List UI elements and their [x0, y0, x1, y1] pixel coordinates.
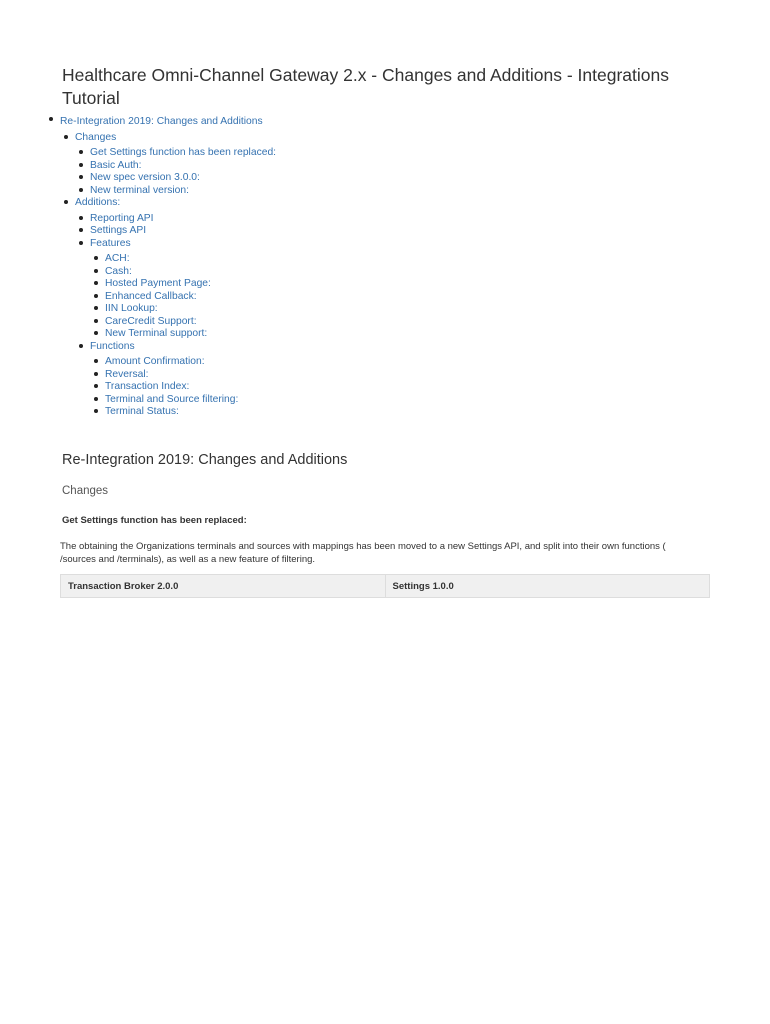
- toc-item: [90, 160, 276, 173]
- toc-link-reversal[interactable]: Reversal:: [105, 368, 149, 380]
- body-line-2: /sources and /terminals), as well as a new feature of filtering.: [60, 554, 316, 565]
- version-table: [60, 574, 710, 598]
- body-paragraph: [60, 540, 720, 566]
- toc-item: [105, 253, 276, 266]
- toc-link-cash[interactable]: Cash:: [105, 265, 132, 277]
- toc-level-4: [90, 356, 276, 419]
- toc-link-functions[interactable]: Functions: [90, 340, 135, 352]
- toc-item: [105, 303, 276, 316]
- toc-item: [105, 266, 276, 279]
- toc-item: [90, 147, 276, 160]
- toc-item: [60, 114, 276, 419]
- toc-link-carecredit-support[interactable]: CareCredit Support:: [105, 315, 197, 327]
- toc-link-amount-confirmation[interactable]: Amount Confirmation:: [105, 356, 205, 367]
- subsection-heading: Changes: [62, 485, 109, 497]
- toc-item: [75, 132, 276, 198]
- toc-link-enhanced-callback[interactable]: Enhanced Callback:: [105, 290, 197, 302]
- toc-link-get-settings[interactable]: Get Settings function has been replaced:: [90, 147, 277, 158]
- toc-item: [105, 278, 276, 291]
- toc-link-hosted-payment-page[interactable]: Hosted Payment Page:: [105, 278, 211, 289]
- toc-link-reintegration[interactable]: Re-Integration 2019: Changes and Additions: [60, 116, 263, 127]
- toc-link-changes[interactable]: Changes: [75, 131, 117, 143]
- toc-item: [105, 316, 276, 329]
- toc-link-iin-lookup[interactable]: IIN Lookup:: [105, 303, 158, 314]
- toc-link-settings-api[interactable]: Settings API: [90, 225, 147, 236]
- toc-level-3: [75, 213, 276, 419]
- toc-link-new-spec[interactable]: New spec version 3.0.0:: [90, 172, 200, 183]
- toc-item: [75, 197, 276, 419]
- toc-level-1: [60, 114, 276, 419]
- toc-level-2: [60, 132, 276, 419]
- body-line-1: The obtaining the Organizations terminals and sources with mappings has been moved to a new Settings API, and split into their own functions (: [60, 541, 666, 552]
- toc-item: [105, 394, 276, 407]
- toc-link-additions[interactable]: Additions:: [75, 197, 121, 208]
- table-header-settings: Settings 1.0.0: [385, 575, 710, 598]
- toc-item: [105, 381, 276, 394]
- toc-item: [90, 172, 276, 185]
- toc-level-4: [90, 253, 276, 341]
- toc-item: [105, 328, 276, 341]
- toc-item: [105, 406, 276, 419]
- toc-link-basic-auth[interactable]: Basic Auth:: [90, 159, 142, 171]
- toc-item: [105, 356, 276, 369]
- toc-item: [90, 225, 276, 238]
- toc-link-ach[interactable]: ACH:: [105, 253, 130, 264]
- section-heading: Re-Integration 2019: Changes and Additions: [62, 452, 348, 468]
- toc-item: [90, 341, 276, 419]
- toc-link-new-terminal-support[interactable]: New Terminal support:: [105, 328, 208, 339]
- table-of-contents: [60, 114, 276, 419]
- toc-link-terminal-status[interactable]: Terminal Status:: [105, 406, 179, 417]
- toc-link-reporting-api[interactable]: Reporting API: [90, 212, 154, 224]
- document-title: Healthcare Omni-Channel Gateway 2.x - Changes and Additions - Integrations Tutorial: [62, 65, 669, 108]
- item-heading: Get Settings function has been replaced:: [62, 515, 247, 526]
- table-header-row: [61, 575, 710, 598]
- toc-link-transaction-index[interactable]: Transaction Index:: [105, 381, 190, 392]
- toc-item: [90, 238, 276, 341]
- table-header-transaction-broker: Transaction Broker 2.0.0: [61, 575, 386, 598]
- toc-link-terminal-source-filtering[interactable]: Terminal and Source filtering:: [105, 393, 239, 405]
- toc-item: [90, 185, 276, 198]
- toc-link-features[interactable]: Features: [90, 237, 131, 249]
- toc-item: [105, 291, 276, 304]
- toc-link-new-terminal-version[interactable]: New terminal version:: [90, 184, 189, 196]
- toc-item: [90, 213, 276, 226]
- toc-level-3: [75, 147, 276, 197]
- toc-item: [105, 369, 276, 382]
